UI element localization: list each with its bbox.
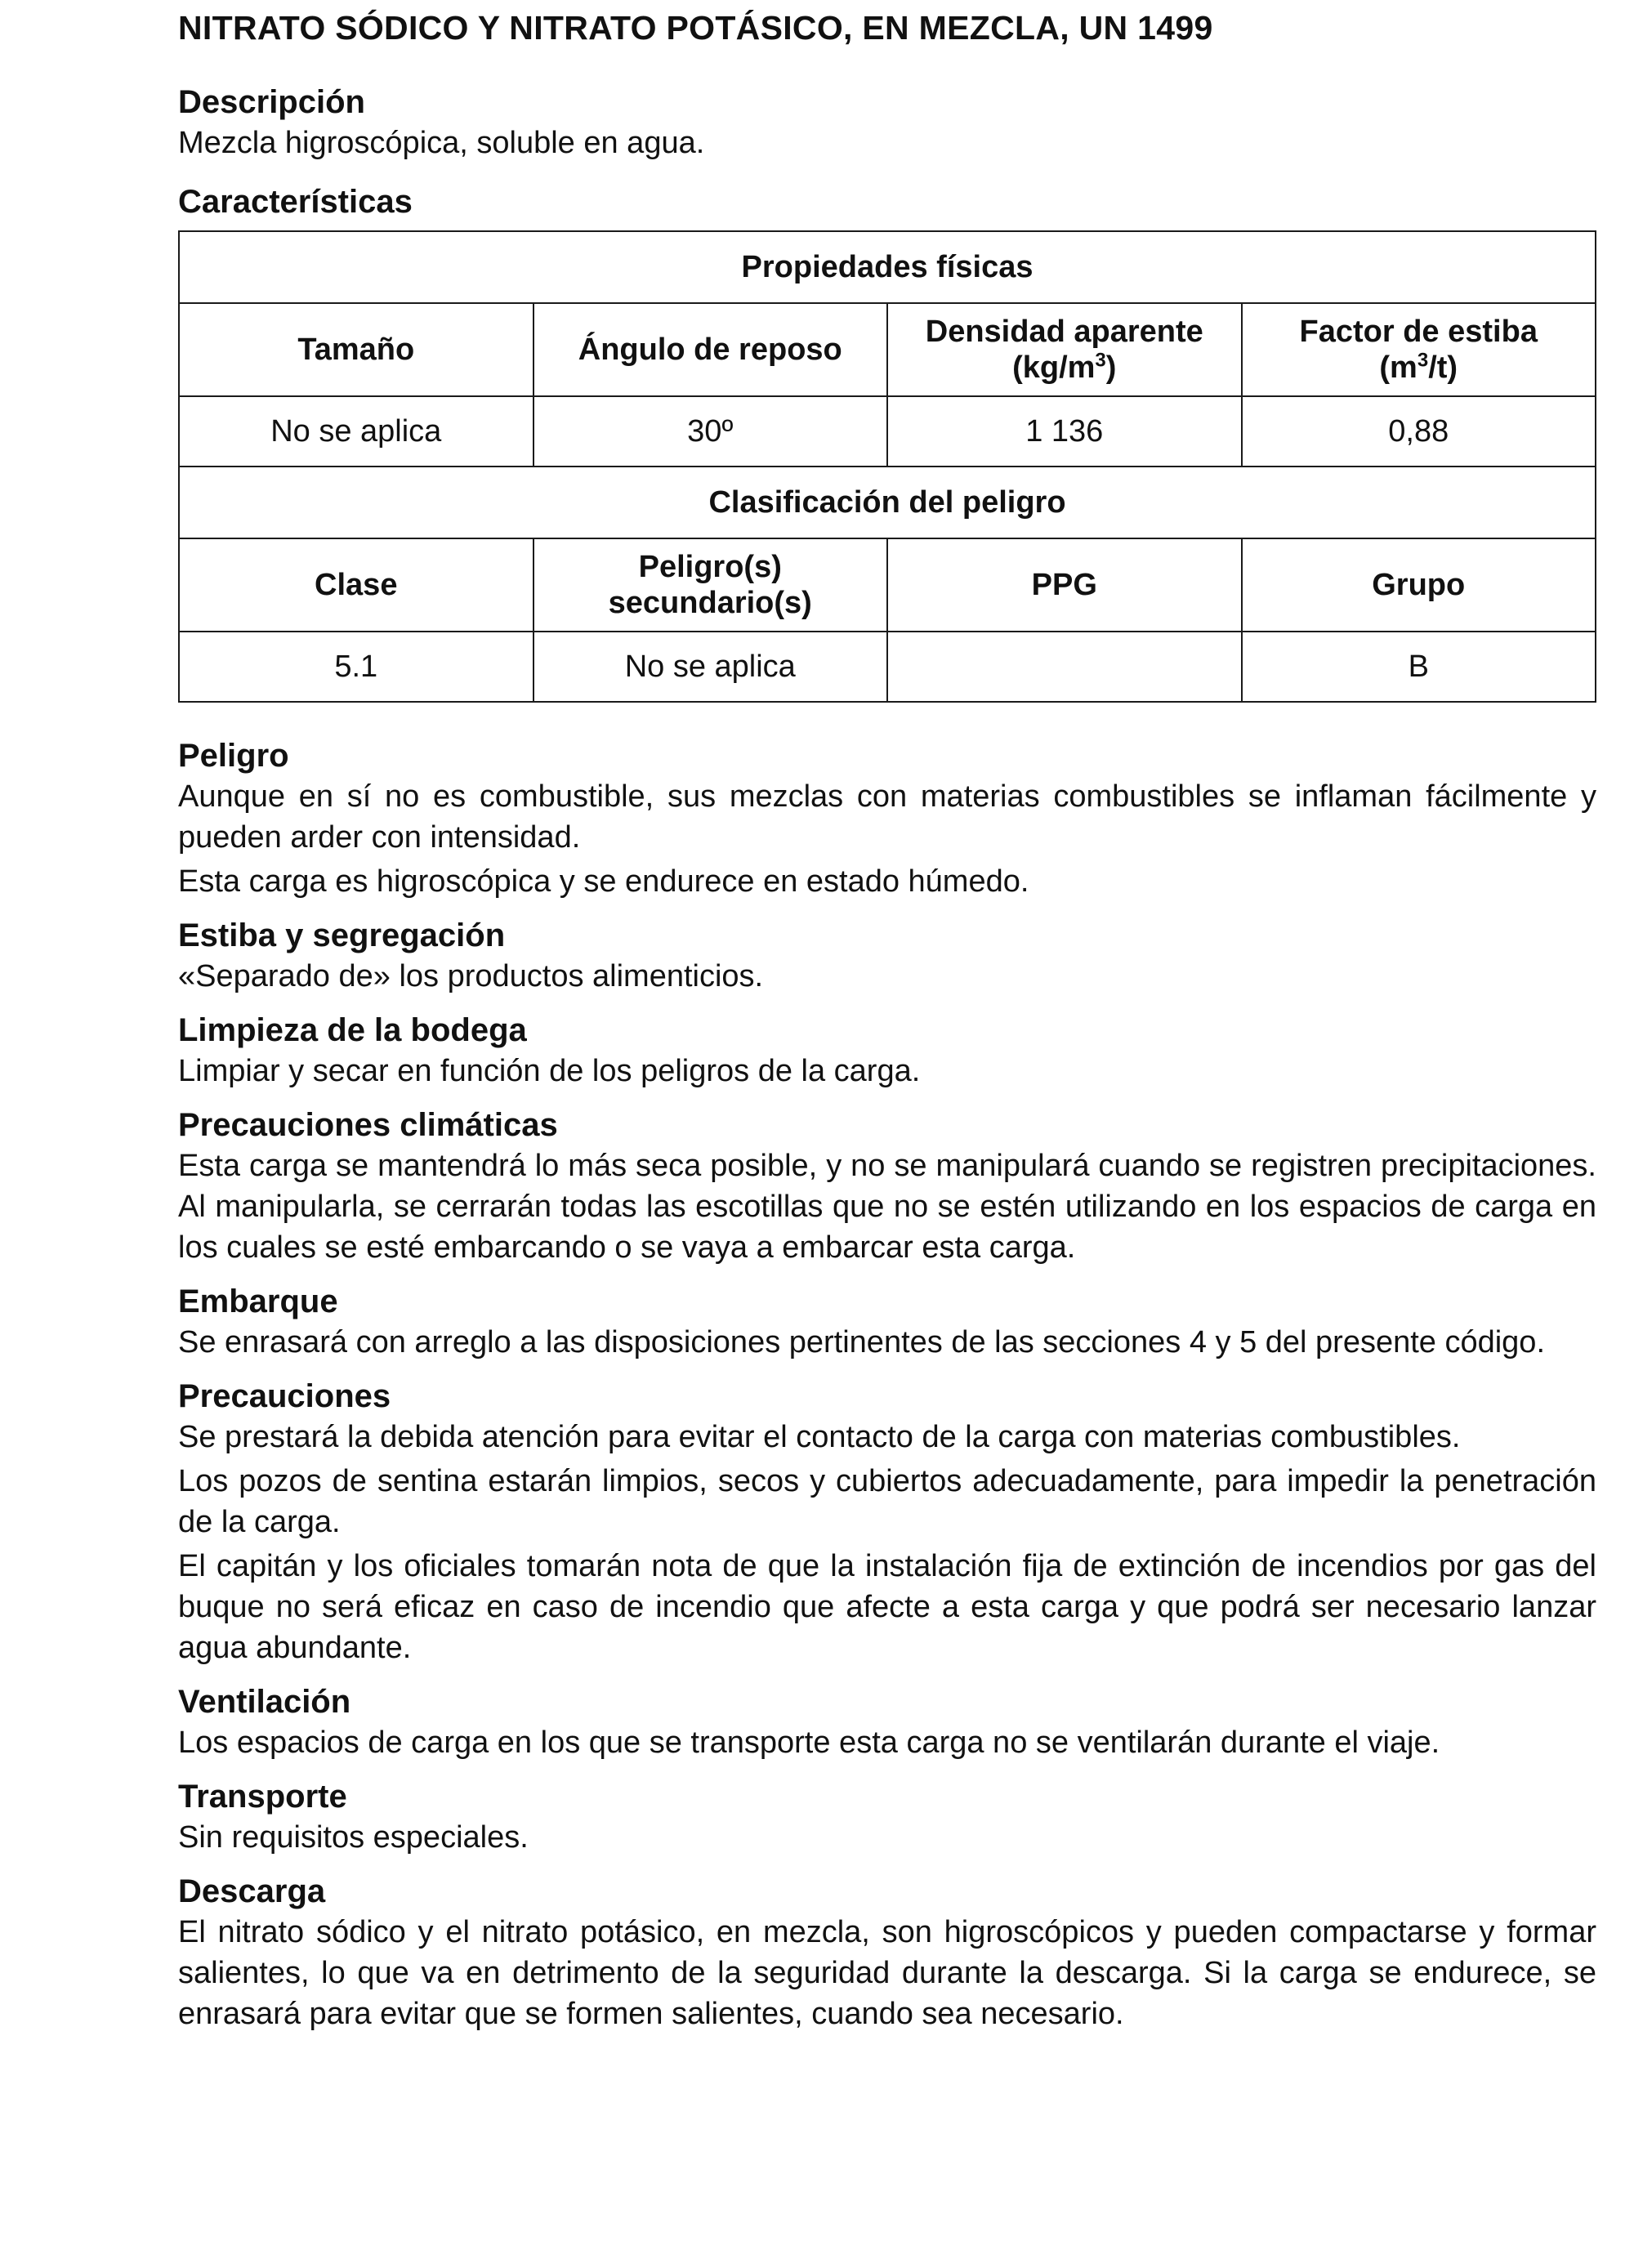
factor-unit-sup: 3 bbox=[1417, 349, 1429, 372]
heading-ventilacion: Ventilación bbox=[178, 1684, 351, 1720]
densidad-unit-sup: 3 bbox=[1095, 349, 1106, 372]
value-densidad: 1 136 bbox=[887, 396, 1242, 467]
table-row bbox=[179, 396, 1596, 467]
peligros-label-line1: Peligro(s) bbox=[638, 550, 782, 584]
densidad-unit-post: ) bbox=[1105, 350, 1117, 385]
table-row bbox=[179, 538, 1596, 632]
value-grupo: B bbox=[1242, 632, 1596, 702]
densidad-unit-pre: (kg/m bbox=[1012, 350, 1096, 385]
peligros-label-line2: secundario(s) bbox=[608, 586, 812, 620]
col-header-densidad bbox=[887, 303, 1242, 396]
table-row bbox=[179, 632, 1596, 702]
section-caracteristicas bbox=[178, 181, 1596, 703]
text-limpieza: Limpiar y secar en función de los peligros de la carga. bbox=[178, 1054, 921, 1088]
text-climaticas: Esta carga se mantendrá lo más seca posible, y no se manipulará cuando se registren precipitaciones. Al manipularla, se cerrarán todas las escotillas que no se estén utilizando en los espacios de carga en los cuales se esté embarcando o se vaya a embarcar esta carga. bbox=[178, 1149, 1596, 1265]
text-embarque: Se enrasará con arreglo a las disposiciones pertinentes de las secciones 4 y 5 del presente código. bbox=[178, 1325, 1546, 1359]
heading-precauciones: Precauciones bbox=[178, 1378, 391, 1414]
heading-descripcion: Descripción bbox=[178, 84, 365, 120]
densidad-label: Densidad aparente bbox=[925, 315, 1203, 349]
document-page bbox=[178, 0, 1596, 2034]
col-header-grupo: Grupo bbox=[1242, 538, 1596, 632]
heading-embarque: Embarque bbox=[178, 1284, 338, 1319]
value-angulo: 30º bbox=[534, 396, 888, 467]
factor-label: Factor de estiba bbox=[1299, 315, 1538, 349]
value-peligros-secundarios: No se aplica bbox=[534, 632, 888, 702]
heading-estiba: Estiba y segregación bbox=[178, 917, 506, 953]
text-ventilacion: Los espacios de carga en los que se transporte esta carga no se ventilarán durante el viaje. bbox=[178, 1726, 1440, 1760]
col-header-peligros-secundarios bbox=[534, 538, 888, 632]
value-tamano: No se aplica bbox=[179, 396, 534, 467]
physical-properties-heading: Propiedades físicas bbox=[179, 231, 1596, 303]
col-header-clase: Clase bbox=[179, 538, 534, 632]
col-header-tamano: Tamaño bbox=[179, 303, 534, 396]
section-peligro bbox=[178, 735, 1596, 902]
col-header-factor bbox=[1242, 303, 1596, 396]
col-header-angulo: Ángulo de reposo bbox=[534, 303, 888, 396]
col-header-ppg: PPG bbox=[887, 538, 1242, 632]
heading-descarga: Descarga bbox=[178, 1873, 326, 1909]
table-row bbox=[179, 231, 1596, 303]
section-embarque bbox=[178, 1281, 1596, 1363]
heading-caracteristicas: Características bbox=[178, 184, 413, 220]
heading-limpieza: Limpieza de la bodega bbox=[178, 1012, 527, 1048]
characteristics-table bbox=[178, 230, 1596, 703]
value-factor: 0,88 bbox=[1242, 396, 1596, 467]
text-precauciones-1: Se prestará la debida atención para evitar el contacto de la carga con materias combustibles. bbox=[178, 1420, 1461, 1454]
section-climaticas bbox=[178, 1105, 1596, 1268]
section-limpieza bbox=[178, 1010, 1596, 1092]
text-precauciones-3: El capitán y los oficiales tomarán nota de que la instalación fija de extinción de incendios por gas del buque no será eficaz en caso de incendio que afecte a esta carga y que podrá ser necesario lanzar agua abundante. bbox=[178, 1549, 1596, 1665]
value-clase: 5.1 bbox=[179, 632, 534, 702]
section-transporte bbox=[178, 1776, 1596, 1858]
value-ppg bbox=[887, 632, 1242, 702]
heading-climaticas: Precauciones climáticas bbox=[178, 1107, 558, 1143]
document-title: NITRATO SÓDICO Y NITRATO POTÁSICO, EN MEZCLA, UN 1499 bbox=[178, 9, 1213, 47]
factor-unit-post: /t) bbox=[1428, 350, 1458, 385]
heading-peligro: Peligro bbox=[178, 738, 289, 774]
text-descripcion: Mezcla higroscópica, soluble en agua. bbox=[178, 126, 705, 160]
hazard-classification-heading: Clasificación del peligro bbox=[179, 467, 1596, 538]
section-precauciones bbox=[178, 1376, 1596, 1668]
table-row bbox=[179, 467, 1596, 538]
text-descarga: El nitrato sódico y el nitrato potásico, en mezcla, son higroscópicos y pueden compactarse y formar salientes, lo que va en detrimento de la seguridad durante la descarga. Si la carga se endurece, se enrasará para evitar que se formen salientes, cuando sea necesario. bbox=[178, 1915, 1596, 2031]
section-ventilacion bbox=[178, 1681, 1596, 1763]
text-peligro-2: Esta carga es higroscópica y se endurece en estado húmedo. bbox=[178, 864, 1029, 899]
text-precauciones-2: Los pozos de sentina estarán limpios, secos y cubiertos adecuadamente, para impedir la penetración de la carga. bbox=[178, 1464, 1596, 1539]
text-estiba: «Separado de» los productos alimenticios. bbox=[178, 959, 764, 993]
table-row bbox=[179, 303, 1596, 396]
section-estiba bbox=[178, 915, 1596, 997]
text-transporte: Sin requisitos especiales. bbox=[178, 1820, 529, 1855]
section-descripcion bbox=[178, 82, 1596, 163]
text-peligro-1: Aunque en sí no es combustible, sus mezclas con materias combustibles se inflaman fácilmente y pueden arder con intensidad. bbox=[178, 779, 1596, 855]
factor-unit-pre: (m bbox=[1379, 350, 1417, 385]
section-descarga bbox=[178, 1871, 1596, 2034]
heading-transporte: Transporte bbox=[178, 1779, 347, 1815]
